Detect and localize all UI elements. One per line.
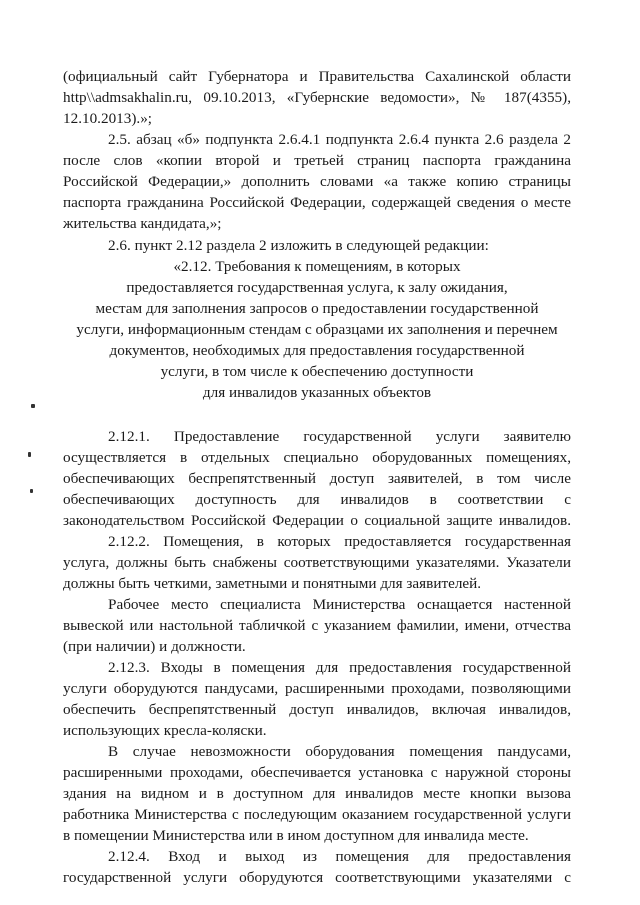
text-line: обеспечить беспрепятственный доступ инвалидов, включая инвалидов, <box>63 701 571 718</box>
section-heading-line: для инвалидов указанных объектов <box>202 384 432 401</box>
text-line: 12.10.2013).»; <box>63 110 153 127</box>
text-line: обеспечивающих доступность для инвалидов в соответствии с <box>63 491 571 508</box>
text-line: должны быть четкими, заметными и понятными для заявителей. <box>63 575 482 592</box>
text-line: услуги оборудуются пандусами, расширенными проходами, позволяющими <box>63 680 571 697</box>
text-line: обеспечивающих беспрепятственный доступ заявителей, в том числе <box>63 470 571 487</box>
text-line: паспорта гражданина Российской Федерации, содержащей сведения о месте <box>63 194 571 211</box>
text-line: использующих кресла-коляски. <box>63 722 267 739</box>
text-line: услуга, должны быть снабжены соответствующими указателями. Указатели <box>63 554 571 571</box>
text-line: 2.5. абзац «б» подпункта 2.6.4.1 подпункта 2.6.4 пункта 2.6 раздела 2 <box>108 131 571 148</box>
section-heading-line: местам для заполнения запросов о предоставлении государственной <box>95 300 539 317</box>
scan-mark <box>28 452 31 457</box>
section-heading-line: предоставляется государственная услуга, к залу ожидания, <box>126 279 508 296</box>
text-line: 2.12.4. Вход и выход из помещения для предоставления <box>108 848 571 865</box>
scan-mark <box>31 404 35 408</box>
text-line: (при наличии) и должности. <box>63 638 246 655</box>
text-line: осуществляется в отдельных специально оборудованных помещениях, <box>63 449 571 466</box>
text-line: 2.6. пункт 2.12 раздела 2 изложить в следующей редакции: <box>108 237 489 254</box>
text-line: 2.12.3. Входы в помещения для предоставления государственной <box>108 659 571 676</box>
text-line: http\\admsakhalin.ru, 09.10.2013, «Губернские ведомости», № 187(4355), <box>63 89 571 106</box>
text-line: 2.12.2. Помещения, в которых предоставляется государственная <box>108 533 571 550</box>
text-line: расширенными проходами, обеспечивается установка с наружной стороны <box>63 764 571 781</box>
section-heading-line: услуги, информационным стендам с образцами их заполнения и перечнем <box>76 321 558 338</box>
text-line: 2.12.1. Предоставление государственной услуги заявителю <box>108 428 571 445</box>
text-line: здания на видном и в доступном для инвалидов месте кнопки вызова <box>63 785 571 802</box>
text-line: законодательством Российской Федерации о социальной защите инвалидов. <box>63 512 571 529</box>
text-line: Рабочее место специалиста Министерства оснащается настенной <box>108 596 571 613</box>
text-line: В случае невозможности оборудования помещения пандусами, <box>108 743 571 760</box>
section-heading-line: документов, необходимых для предоставления государственной <box>109 342 525 359</box>
text-line: после слов «копии второй и третьей страниц паспорта гражданина <box>63 152 571 169</box>
text-line: вывеской или настольной табличкой с указанием фамилии, имени, отчества <box>63 617 571 634</box>
text-line: (официальный сайт Губернатора и Правительства Сахалинской области <box>63 68 571 85</box>
text-line: Российской Федерации,» дополнить словами «а также копию страницы <box>63 173 571 190</box>
text-line: государственной услуги оборудуются соответствующими указателями с <box>63 869 571 886</box>
section-heading-line: услуги, в том числе к обеспечению доступности <box>160 363 474 380</box>
text-line: в помещении Министерства или в ином доступном для инвалида месте. <box>63 827 529 844</box>
section-heading-line: «2.12. Требования к помещениям, в которых <box>173 258 461 275</box>
text-line: жительства кандидата,»; <box>63 215 222 232</box>
text-line: работника Министерства с последующим оказанием государственной услуги <box>63 806 571 823</box>
scan-mark <box>30 489 33 493</box>
